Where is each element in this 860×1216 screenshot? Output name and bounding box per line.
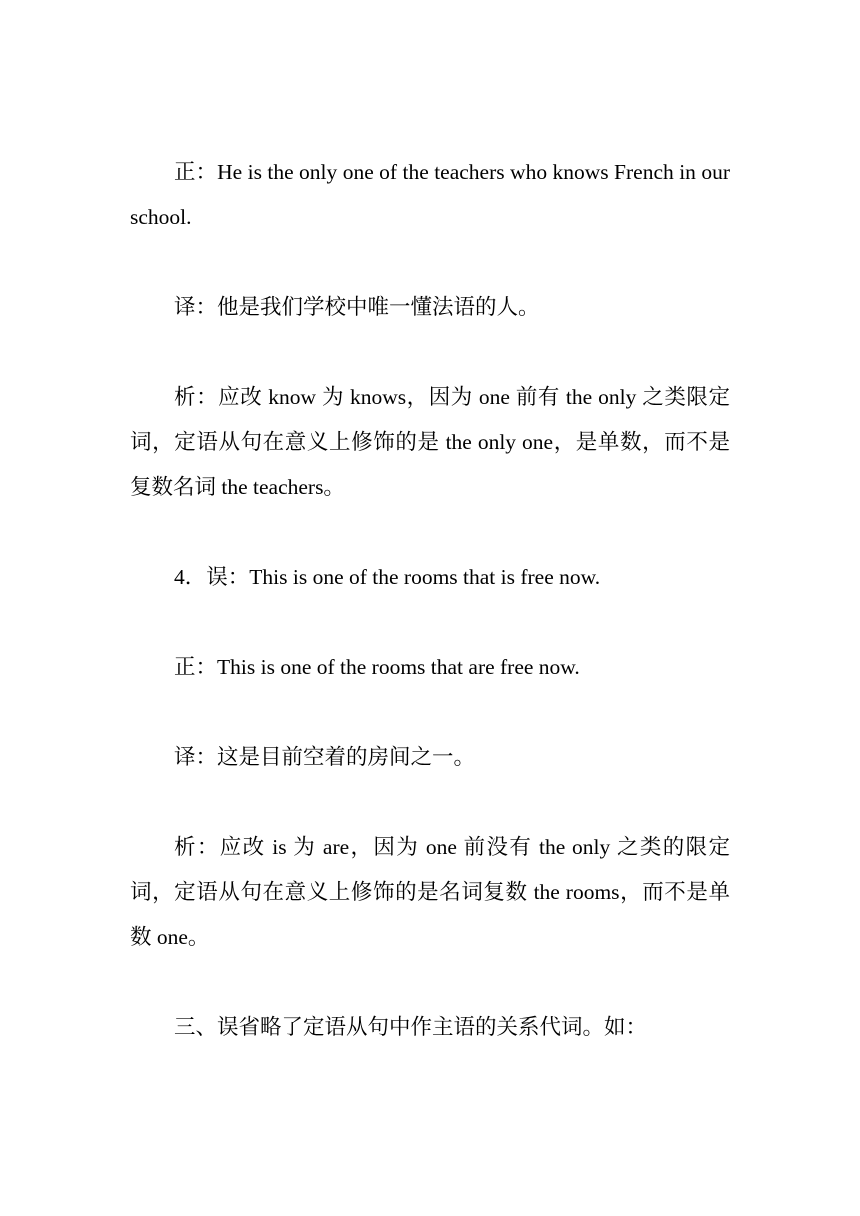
section-heading: 三、误省略了定语从句中作主语的关系代词。如： xyxy=(174,1015,648,1039)
analysis-paragraph: 析：应改 know 为 knows，因为 one 前有 the only 之类限定词，定语从句在意义上修饰的是 the only one，是单数，而不是复数名词 the teachers。 xyxy=(130,385,730,499)
analysis-paragraph: 析：应改 is 为 are，因为 one 前没有 the only 之类的限定词，定语从句在意义上修饰的是名词复数 the rooms，而不是单数 one。 xyxy=(130,835,730,949)
correct-sentence-paragraph: 正：This is one of the rooms that are free now. xyxy=(174,655,580,679)
translation-paragraph: 译：这是目前空着的房间之一。 xyxy=(174,745,476,769)
error-example-paragraph: 4．误：This is one of the rooms that is free now. xyxy=(174,565,601,589)
correct-sentence-paragraph: 正：He is the only one of the teachers who knows French in our school. xyxy=(130,160,730,229)
translation-paragraph: 译：他是我们学校中唯一懂法语的人。 xyxy=(174,295,540,319)
